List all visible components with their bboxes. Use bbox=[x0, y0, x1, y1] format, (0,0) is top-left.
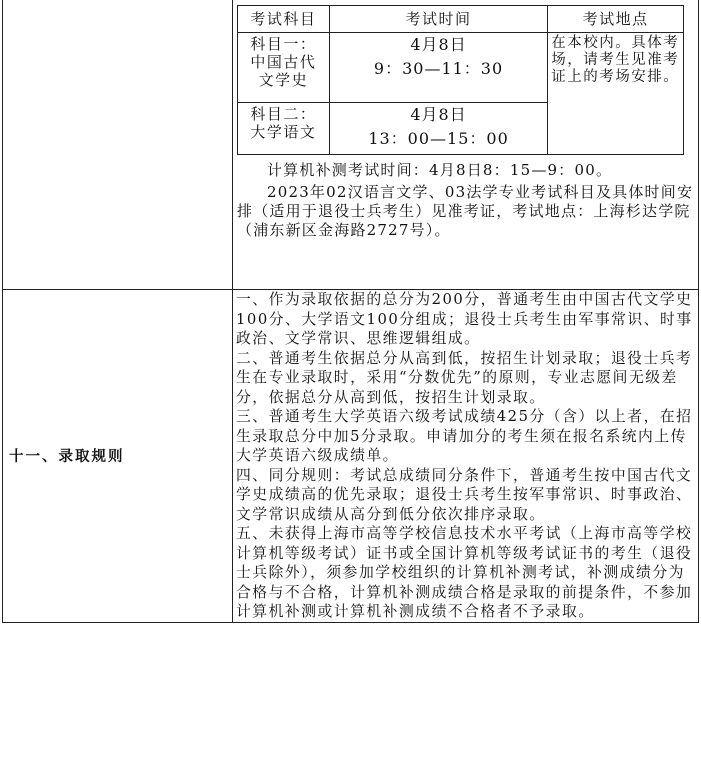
date-2: 4月8日 bbox=[410, 105, 467, 124]
subject-2-cell bbox=[238, 103, 330, 155]
time-2: 13：00—15：00 bbox=[368, 129, 509, 148]
rule-3: 三、普通考生大学英语六级考试成绩425分（含）以上者，在招生录取总分中加5分录取。申请加分的考生须在报名系统内上传大学英语六级成绩单。 bbox=[236, 408, 693, 464]
subject-1-line-3: 文学史 bbox=[258, 71, 309, 89]
exam-schedule-row bbox=[3, 0, 699, 290]
admissions-table bbox=[2, 0, 699, 623]
exam-row-subject-1 bbox=[238, 33, 684, 103]
rule-2: 二、普通考生依据总分从高到低，按招生计划录取；退役士兵考生在专业录取时，采用“分数优先”的原则，专业志愿间无级差分，依据总分从高到低，按招生计划录取。 bbox=[236, 349, 693, 406]
exam-schedule-cell bbox=[233, 0, 699, 290]
subject-1-line-1: 科目一： bbox=[250, 35, 317, 53]
exam-place-cell: 在本校内。具体考场，请考生见准考证上的考场安排。 bbox=[548, 33, 684, 155]
header-place: 考试地点 bbox=[548, 6, 684, 33]
subject-1-line-2: 中国古代 bbox=[250, 53, 317, 71]
time-1-cell bbox=[329, 33, 547, 103]
subject-2-line-2: 大学语文 bbox=[250, 123, 317, 141]
rule-5: 五、未获得上海市高等学校信息技术水平考试（上海市高等学校计算机等级考试）证书或全国计算机等级考试证书的考生（退役士兵除外），须参加学校组织的计算机补测考试，补测成绩分为合格与不合格，计算机补测成绩合格是录取的前提条件，不参加计算机补测或计算机补测成绩不合格者不予录取。 bbox=[236, 525, 693, 620]
header-time: 考试时间 bbox=[329, 6, 547, 33]
date-1: 4月8日 bbox=[410, 35, 467, 54]
empty-label-cell bbox=[3, 0, 233, 290]
subject-1-cell bbox=[238, 33, 330, 103]
rule-4: 四、同分规则：考试总成绩同分条件下，普通考生按中国古代文学史成绩高的优先录取；退役士兵考生按军事常识、时事政治、文学常识成绩从高分到低分依次排序录取。 bbox=[236, 466, 693, 523]
rule-1: 一、作为录取依据的总分为200分，普通考生由中国古代文学史100分、大学语文100分组成；退役士兵考生由军事常识、时事政治、文学常识、思维逻辑组成。 bbox=[236, 291, 693, 347]
exam-table-header bbox=[238, 6, 684, 33]
computer-makeup-note: 计算机补测考试时间：4月8日8：15—9：00。 bbox=[267, 161, 613, 179]
time-1: 9：30—11：30 bbox=[373, 59, 504, 78]
subject-2-line-1: 科目二： bbox=[250, 105, 317, 123]
veteran-exam-note: 2023年02汉语言文学、03法学专业考试科目及具体时间安排（适用于退役士兵考生）见准考证，考试地点：上海杉达学院（浦东新区金海路2727号）。 bbox=[237, 183, 694, 239]
time-2-cell bbox=[329, 103, 547, 155]
exam-schedule-table bbox=[237, 5, 684, 155]
header-subject: 考试科目 bbox=[238, 6, 330, 33]
admission-rules-row bbox=[3, 290, 699, 623]
admission-rules-cell bbox=[233, 290, 699, 623]
section-label: 十一、录取规则 bbox=[3, 290, 233, 623]
